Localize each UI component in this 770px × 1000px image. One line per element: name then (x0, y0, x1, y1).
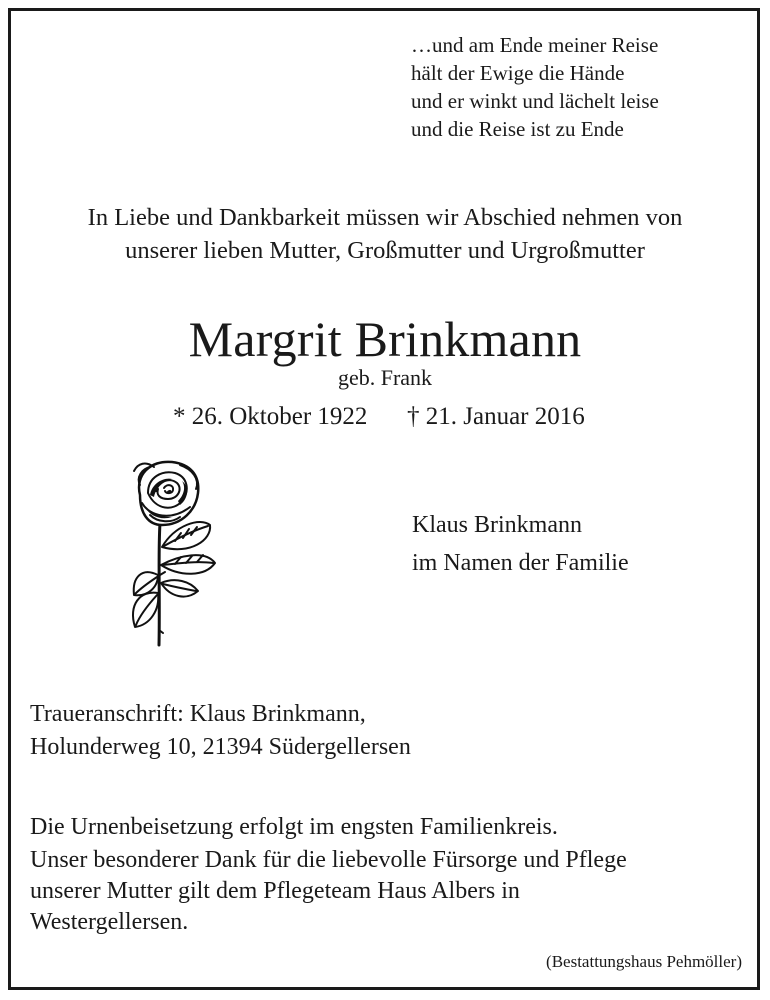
address-line: Traueranschrift: Klaus Brinkmann, (30, 701, 366, 727)
poem-line: und die Reise ist zu Ende (411, 117, 624, 141)
mourning-address (30, 698, 411, 764)
intro-line: unserer lieben Mutter, Großmutter und Urgroßmutter (125, 237, 645, 264)
signer (412, 506, 629, 582)
birth-date: * 26. Oktober 1922 (173, 403, 368, 430)
signer-role: im Namen der Familie (412, 550, 629, 576)
burial-text: Die Urnenbeisetzung erfolgt im engsten Familienkreis. (30, 814, 558, 840)
poem-line: …und am Ende meiner Reise (411, 33, 659, 57)
thanks-line: Unser besonderer Dank für die liebevolle Fürsorge und Pflege (30, 847, 627, 873)
death-date: † 21. Januar 2016 (407, 403, 585, 430)
thanks-paragraph (30, 845, 627, 938)
funeral-home-credit: (Bestattungshaus Pehmöller) (546, 952, 742, 971)
poem-line: hält der Ewige die Hände (411, 61, 625, 85)
intro-line: In Liebe und Dankbarkeit müssen wir Abschied nehmen von (87, 204, 683, 231)
burial-notice (30, 812, 627, 938)
deceased-name: Margrit Brinkmann (188, 311, 582, 367)
poem (411, 31, 659, 143)
maiden-name: geb. Frank (337, 365, 433, 390)
thanks-line: unserer Mutter gilt dem Pflegeteam Haus Albers in (30, 878, 520, 904)
thanks-line: Westergellersen. (30, 909, 189, 935)
poem-line: und er winkt und lächelt leise (411, 89, 659, 113)
rose-icon (120, 455, 220, 655)
address-line: Holunderweg 10, 21394 Südergellersen (30, 734, 411, 760)
intro-text (0, 201, 770, 267)
signer-name: Klaus Brinkmann (412, 512, 582, 538)
